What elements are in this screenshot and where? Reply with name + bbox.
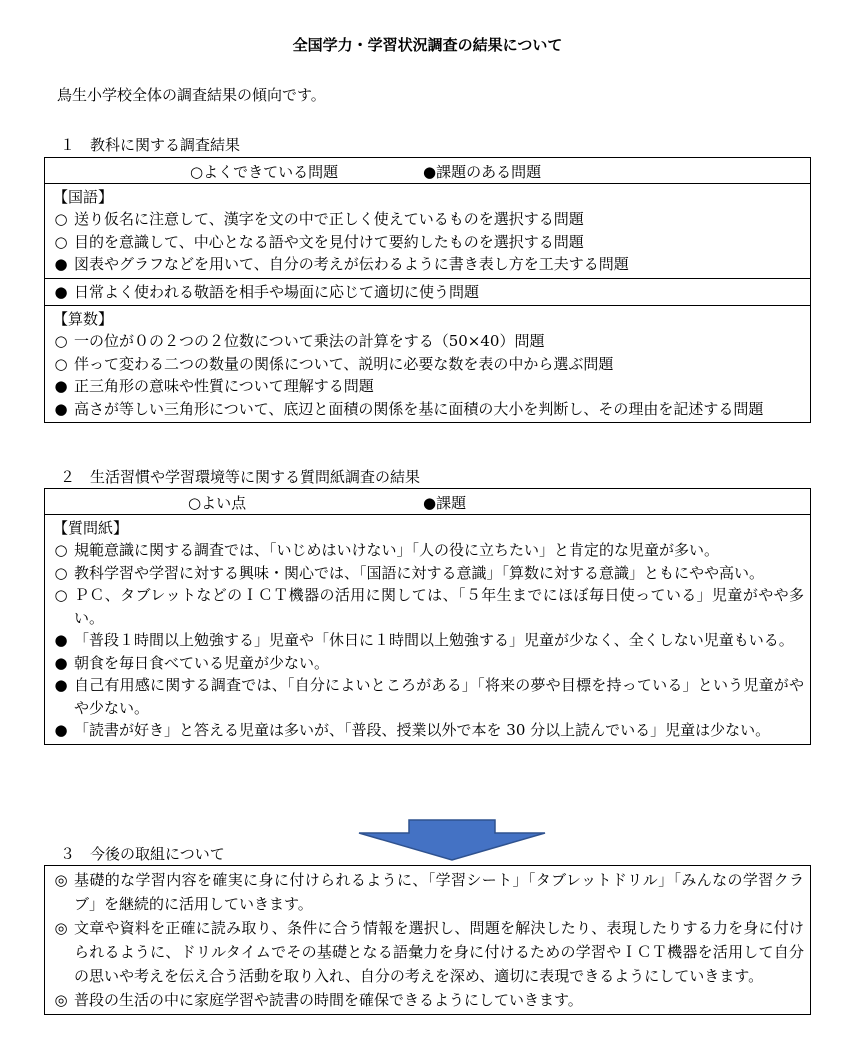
item-text: ＰＣ、タブレットなどのＩＣＴ機器の活用に関しては、「５年生までにほぼ毎日使っている」児童がやや多い。 [74, 586, 804, 627]
bullet-mark: ● [54, 676, 68, 694]
item-text: 朝食を毎日食べている児童が少ない。 [74, 653, 330, 672]
list-item [45, 281, 810, 304]
section2-legend [45, 489, 810, 515]
bullet-mark: ● [54, 255, 68, 273]
bullet-mark: ○ [54, 563, 68, 582]
list-item [45, 868, 810, 916]
item-group [45, 306, 810, 422]
item-group [45, 279, 810, 307]
item-text: 文章や資料を正確に読み取り、条件に合う情報を選択し、問題を解決したり、表現したりする力を身に付けられるように、ドリルタイムでその基礎となる語彙力を身に付けるための学習やＩＣＴ機器を活用して自分の思いや考えを伝え合う活動を取り入れ、自分の考えを深め、適切に表現できるようにしていきます。 [74, 919, 804, 985]
bullet-mark: ● [54, 282, 68, 301]
group-label: 【算数】 [53, 310, 114, 328]
item-text: 日常よく使われる敬語を相手や場面に応じて適切に使う問題 [74, 282, 480, 301]
list-item [45, 988, 810, 1012]
item-text: 高さが等しい三角形について、底辺と面積の関係を基に面積の大小を判断し、その理由を記述する問題 [74, 399, 764, 418]
bullet-mark: ○ [54, 586, 68, 604]
bullet-mark: ● [54, 399, 68, 418]
legend-good: ○よくできている問題 [190, 163, 339, 181]
section3-box [44, 865, 811, 1015]
list-item [45, 584, 810, 629]
bullet-mark: ○ [54, 354, 68, 373]
list-item [45, 562, 810, 585]
legend-good: ○よい点 [188, 494, 247, 512]
list-item [45, 231, 810, 254]
legend-issue: ●課題 [423, 494, 467, 512]
section3-heading: ３ 今後の取組について [60, 845, 225, 863]
bullet-mark: ● [54, 377, 68, 395]
section2-groups [45, 515, 810, 744]
item-text: 「普段１時間以上勉強する」児童や「休日に１時間以上勉強する」児童が少なく、全くしない児童もいる。 [74, 631, 794, 649]
item-text: 自己有用感に関する調査では、「自分によいところがある」「将来の夢や目標を持っている」という児童がやや少ない。 [74, 676, 804, 717]
group-label: 【質問紙】 [53, 519, 129, 537]
bullet-mark: ● [54, 631, 68, 649]
item-group [45, 515, 810, 744]
item-text: 目的を意識して、中心となる語や文を見付けて要約したものを選択する問題 [74, 232, 584, 251]
list-item [45, 539, 810, 562]
item-group [45, 184, 810, 279]
section2-heading: ２ 生活習慣や学習環境等に関する質問紙調査の結果 [60, 468, 421, 486]
bullet-mark: ● [54, 653, 68, 672]
bullet-mark: ◎ [54, 871, 68, 889]
down-arrow-icon [357, 819, 547, 861]
bullet-mark: ○ [54, 541, 68, 559]
item-text: 正三角形の意味や性質について理解する問題 [74, 377, 374, 395]
bullet-mark: ● [54, 721, 68, 739]
item-text: 「読書が好き」と答える児童は多いが、「普段、授業以外で本を 30 分以上読んでいる」児童は少ない。 [74, 721, 771, 739]
section3-items [45, 866, 810, 1014]
section1-heading: １ 教科に関する調査結果 [60, 136, 241, 154]
intro-text: 鳥生小学校全体の調査結果の傾向です。 [57, 86, 326, 104]
list-item [45, 208, 810, 231]
list-item [45, 674, 810, 719]
bullet-mark: ○ [54, 210, 68, 228]
list-item [45, 652, 810, 675]
item-text: 基礎的な学習内容を確実に身に付けられるように、「学習シート」「タブレットドリル」「みんなの学習クラブ」を継続的に活用していきます。 [74, 871, 804, 913]
list-item [45, 353, 810, 376]
section1-groups [45, 184, 810, 422]
item-text: 図表やグラフなどを用いて、自分の考えが伝わるように書き表し方を工夫する問題 [74, 255, 629, 273]
list-item [45, 398, 810, 421]
group-label: 【国語】 [53, 188, 114, 206]
page-title: 全国学力・学習状況調査の結果について [292, 36, 563, 54]
list-item [45, 375, 810, 398]
list-item [45, 916, 810, 988]
bullet-mark: ○ [54, 332, 68, 350]
list-item [45, 253, 810, 276]
list-item [45, 330, 810, 353]
section1-box [44, 157, 811, 423]
list-item [45, 719, 810, 742]
section1-legend [45, 158, 810, 184]
bullet-mark: ○ [54, 232, 68, 251]
item-text: 規範意識に関する調査では、「いじめはいけない」「人の役に立ちたい」と肯定的な児童が多い。 [74, 541, 720, 559]
bullet-mark: ◎ [54, 991, 68, 1009]
item-text: 教科学習や学習に対する興味・関心では、「国語に対する意識」「算数に対する意識」ともにやや高い。 [74, 563, 765, 582]
item-text: 普段の生活の中に家庭学習や読書の時間を確保できるようにしていきます。 [74, 991, 583, 1009]
section2-box [44, 488, 811, 745]
item-text: 一の位が０の２つの２位数について乗法の計算をする（50×40）問題 [74, 332, 545, 350]
bullet-mark: ◎ [54, 919, 68, 937]
item-text: 伴って変わる二つの数量の関係について、説明に必要な数を表の中から選ぶ問題 [74, 354, 614, 373]
item-text: 送り仮名に注意して、漢字を文の中で正しく使えているものを選択する問題 [74, 210, 584, 228]
list-item [45, 629, 810, 652]
legend-issue: ●課題のある問題 [423, 163, 542, 181]
